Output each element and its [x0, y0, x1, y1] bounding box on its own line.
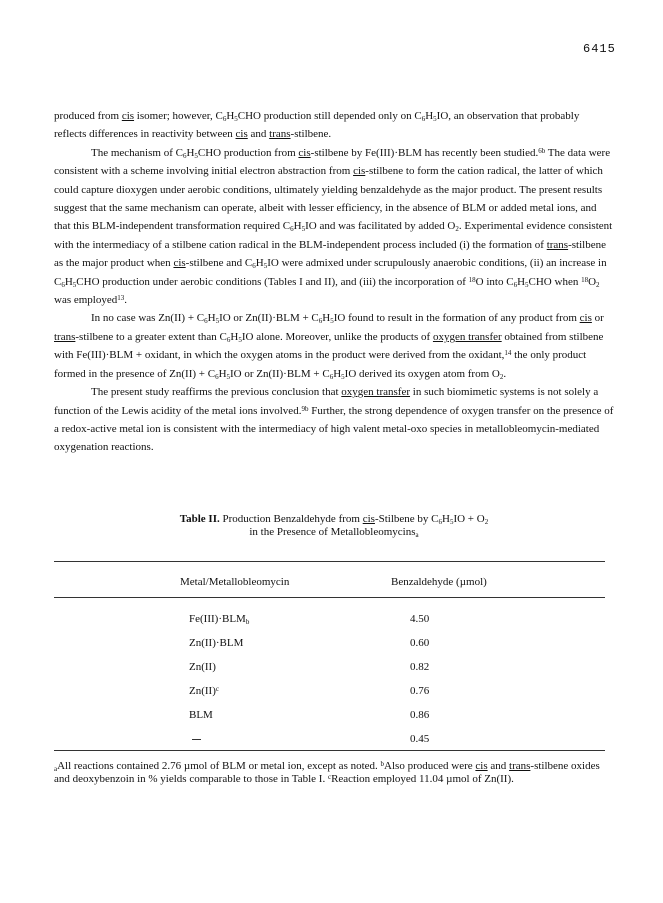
footnote-c: Reaction employed 11.04 µmol of Zn(II). — [331, 772, 514, 785]
footnote-b: Also produced were cis and trans-stilbene oxides and deoxybenzoin in % yields comparable to those in Table I. — [54, 760, 600, 785]
table-row-3-metal: Zn(II) — [189, 661, 216, 673]
table-row-4-metal: Zn(II)$^c$ — [189, 685, 219, 697]
table-top-rule — [54, 561, 605, 562]
table-caption-line-2: in the Presence of Metallobleomycins$_a$ — [249, 526, 419, 539]
footnote-a: All reactions contained 2.76 µmol of BLM or metal ion, except as noted. — [57, 760, 378, 772]
table-row-6-metal — [192, 733, 201, 745]
table-bottom-rule — [54, 750, 605, 751]
table-caption — [54, 513, 614, 539]
article-body — [54, 107, 614, 457]
table-row-6-value: 0.45 — [410, 733, 430, 745]
footnote-a-mark: a — [54, 765, 58, 773]
table-header-benzaldehyde: Benzaldehyde (µmol) — [391, 576, 487, 588]
table-row-3-value: 0.82 — [410, 661, 430, 673]
table-row-5-value: 0.86 — [410, 709, 430, 721]
table-row-2-metal: Zn(II)·BLM — [189, 637, 244, 649]
footnote-b-mark: b — [380, 760, 385, 768]
none-dash — [192, 739, 201, 740]
table-caption-line-1: Table II. Production Benzaldehyde from cis-Stilbene by $C_6H_5IO + O_2$ — [179, 513, 489, 526]
paragraph-3: In no case was $Zn(II) + C_6H_5IO$ or $Zn(II)\cdot BLM + C_6H_5IO$ found to result in the formation of any product from cis or trans-stilbene to a greater extent than $C_6H_5IO$ alone. Moreover, unlike the products of oxygen transfer obtained from stilbene with Fe(III)·BLM + oxidant, in which the oxygen atoms in the product were derived from the oxidant,$^{14}$ the only product formed in the presence of $Zn(II) + C_6H_5IO$ or $Zn(II)\cdot BLM + C_6H_5IO$ derived its oxygen atom from $O_2$. — [54, 312, 604, 381]
table-row-4-value: 0.76 — [410, 685, 430, 697]
table-row-1-value: 4.50 — [410, 613, 430, 625]
paragraph-4: The present study reaffirms the previous conclusion that oxygen transfer in such biomimetic systems is not solely a function of the Lewis acidity of the metal ions involved.$^{9b}$ Further, the strong dependence of oxygen transfer on the presence of a redox-active metal ion is consistent with the intermediacy of high valent metal-oxo species in metallobleomycin-mediated oxygenation reactions. — [54, 386, 614, 454]
table-header-metal: Metal/Metallobleomycin — [180, 576, 290, 588]
table-header-rule — [54, 597, 605, 598]
table-row-1-metal: $Fe(III)\cdot BLM_b$ — [189, 613, 250, 626]
paragraph-2: The mechanism of $C_6H_5CHO$ production from cis-stilbene by Fe(III)·BLM has recently been studied.$^{6b}$ The data were consistent with a scheme involving initial electron abstraction from cis-stilbene to form the cation radical, the latter of which could capture dioxygen under aerobic conditions, ultimately yielding benzaldehyde as the major product. The present results suggest that the same mechanism can operate, albeit with lesser efficiency, in the absence of BLM or added metal ions, and that this BLM-independent transformation required $C_6H_5IO$ and was facilitated by added $O_2$. Experimental evidence consistent with the intermediacy of a stilbene cation radical in the BLM-independent process included (i) the formation of trans-stilbene as the major product when cis-stilbene and $C_6H_5IO$ were admixed under scrupulously anaerobic conditions, (ii) an increase in $C_6H_5CHO$ production under aerobic conditions (Tables I and II), and (iii) the incorporation of $^{18}$O into $C_6H_5CHO$ when $^{18}O_2$ was employed$^{13}$. — [54, 146, 613, 307]
footnote-c-mark: c — [327, 772, 332, 781]
table-footnotes — [54, 760, 614, 785]
table-row-5-metal: BLM — [189, 709, 213, 721]
page-number: 6415 — [583, 42, 616, 56]
table-row-2-value: 0.60 — [410, 637, 430, 649]
paragraph-1: produced from cis isomer; however, $C_6H_5CHO$ production still depended only on $C_6H_5IO$, an observation that probably reflects differences in reactivity between cis and trans-stilbene. — [54, 110, 580, 141]
